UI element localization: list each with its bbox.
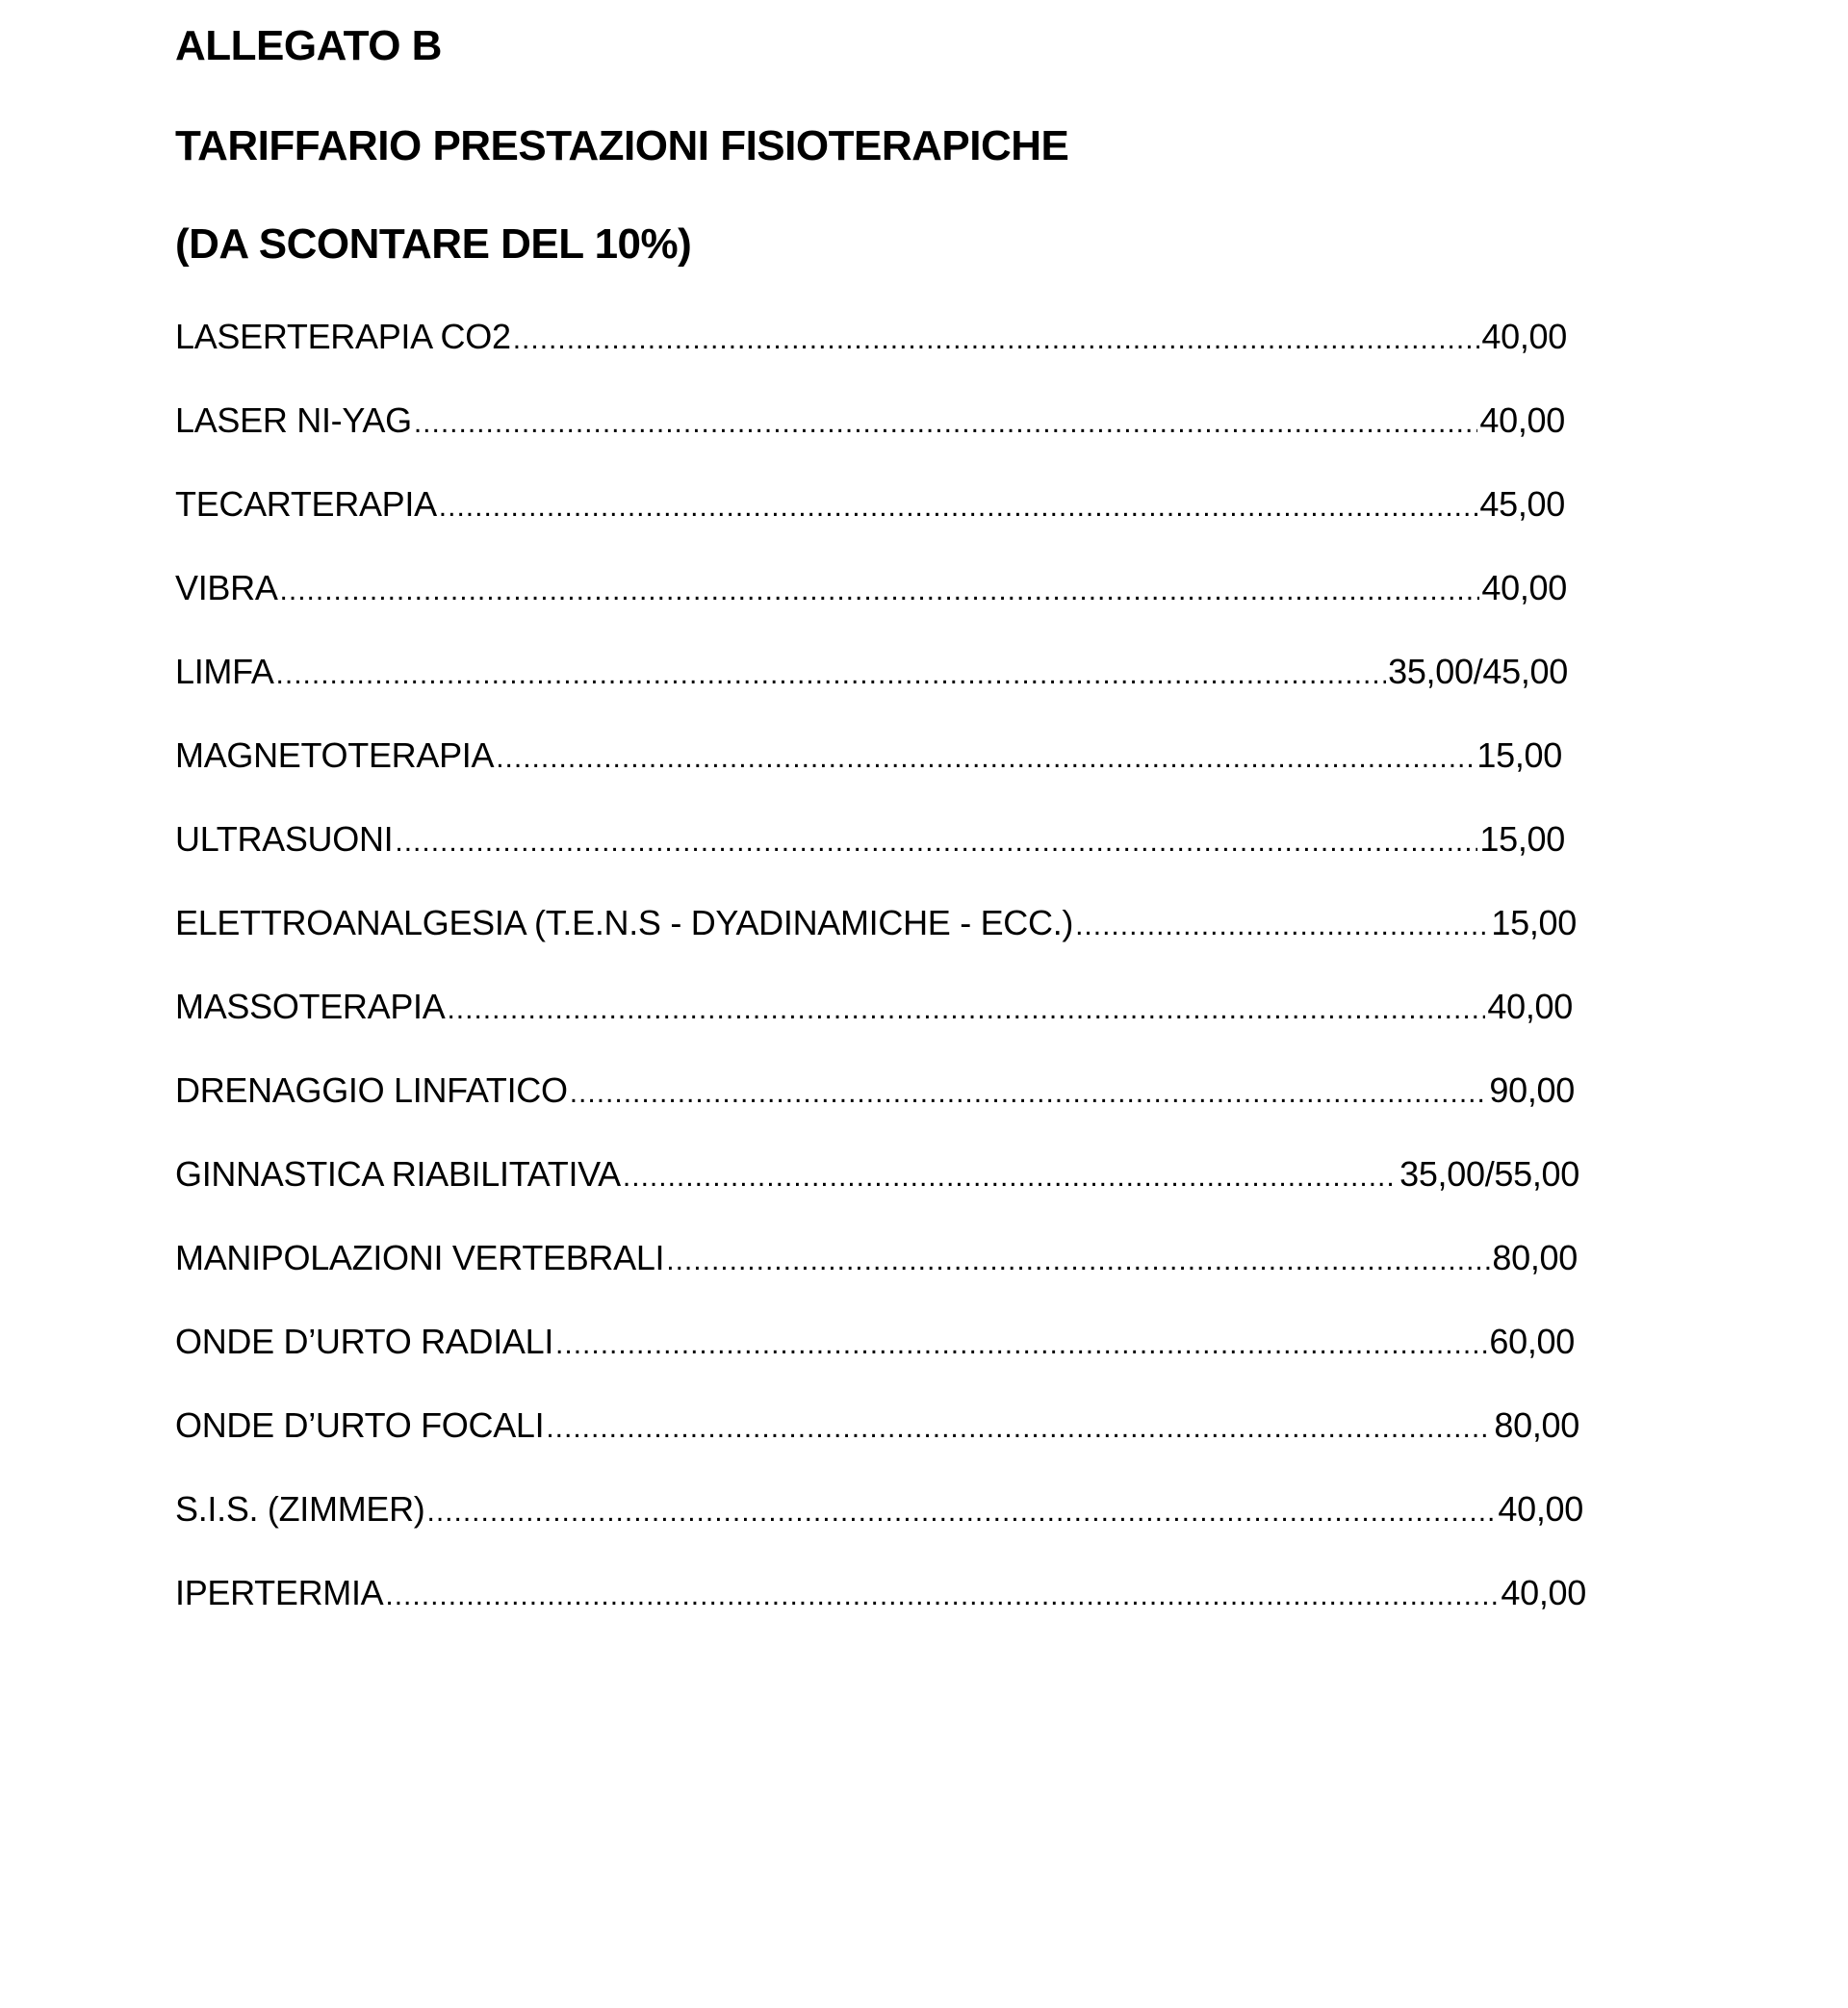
- dot-leader: [1075, 903, 1489, 949]
- dot-leader: [496, 735, 1475, 782]
- dot-leader: [623, 1154, 1398, 1200]
- service-price: 45,00: [1479, 484, 1565, 524]
- service-price: 90,00: [1489, 1070, 1575, 1110]
- service-price: 40,00: [1501, 1573, 1586, 1612]
- service-label: LIMFA: [175, 652, 274, 691]
- dot-leader: [395, 819, 1477, 865]
- service-label: ONDE D’URTO FOCALI: [175, 1405, 545, 1445]
- service-price: 35,00/55,00: [1399, 1154, 1579, 1194]
- service-price: 80,00: [1494, 1405, 1579, 1445]
- service-label: ULTRASUONI: [175, 819, 394, 859]
- service-price: 40,00: [1498, 1489, 1583, 1529]
- price-row: [175, 733, 1562, 779]
- dot-leader: [427, 1489, 1497, 1535]
- service-label: LASER NI-YAG: [175, 400, 412, 440]
- price-row: [175, 1068, 1575, 1114]
- dot-leader: [276, 652, 1387, 698]
- service-price: 40,00: [1479, 400, 1565, 440]
- dot-leader: [439, 484, 1478, 530]
- price-row: [175, 1570, 1586, 1616]
- dot-leader: [414, 400, 1478, 447]
- dot-leader: [447, 987, 1485, 1033]
- dot-leader: [513, 317, 1480, 363]
- price-row: [175, 649, 1568, 695]
- price-row: [175, 984, 1573, 1030]
- service-price: 60,00: [1489, 1322, 1575, 1361]
- service-price: 15,00: [1479, 819, 1565, 859]
- price-row: [175, 1486, 1583, 1532]
- dot-leader: [555, 1322, 1487, 1368]
- price-row: [175, 816, 1565, 862]
- service-price: 15,00: [1476, 735, 1562, 775]
- service-price: 15,00: [1491, 903, 1577, 942]
- price-row: [175, 900, 1577, 946]
- service-price: 40,00: [1481, 568, 1567, 607]
- tariff-title: TARIFFARIO PRESTAZIONI FISIOTERAPICHE: [175, 122, 1069, 169]
- annex-title: ALLEGATO B: [175, 22, 442, 69]
- service-label: S.I.S. (ZIMMER): [175, 1489, 425, 1529]
- service-label: IPERTERMIA: [175, 1573, 384, 1612]
- service-label: TECARTERAPIA: [175, 484, 437, 524]
- price-row: [175, 314, 1567, 360]
- service-price: 80,00: [1492, 1238, 1578, 1277]
- service-price: 35,00/45,00: [1388, 652, 1568, 691]
- price-row: [175, 481, 1565, 528]
- service-label: ONDE D’URTO RADIALI: [175, 1322, 554, 1361]
- service-label: VIBRA: [175, 568, 278, 607]
- dot-leader: [570, 1070, 1488, 1117]
- dot-leader: [546, 1405, 1492, 1452]
- price-row: [175, 1403, 1579, 1449]
- price-row: [175, 1151, 1579, 1197]
- service-label: DRENAGGIO LINFATICO: [175, 1070, 568, 1110]
- service-price: 40,00: [1481, 317, 1567, 356]
- service-label: MAGNETOTERAPIA: [175, 735, 495, 775]
- service-label: MASSOTERAPIA: [175, 987, 446, 1026]
- price-row: [175, 1319, 1575, 1365]
- dot-leader: [666, 1238, 1490, 1284]
- service-label: LASERTERAPIA CO2: [175, 317, 511, 356]
- price-row: [175, 565, 1567, 611]
- service-price: 40,00: [1487, 987, 1573, 1026]
- dot-leader: [385, 1573, 1499, 1619]
- price-row: [175, 1235, 1578, 1281]
- service-label: MANIPOLAZIONI VERTEBRALI: [175, 1238, 665, 1277]
- discount-note: (DA SCONTARE DEL 10%): [175, 220, 692, 268]
- dot-leader: [280, 568, 1480, 614]
- service-label: ELETTROANALGESIA (T.E.N.S - DYADINAMICHE - ECC.): [175, 903, 1074, 942]
- price-row: [175, 398, 1565, 444]
- service-label: GINNASTICA RIABILITATIVA: [175, 1154, 621, 1194]
